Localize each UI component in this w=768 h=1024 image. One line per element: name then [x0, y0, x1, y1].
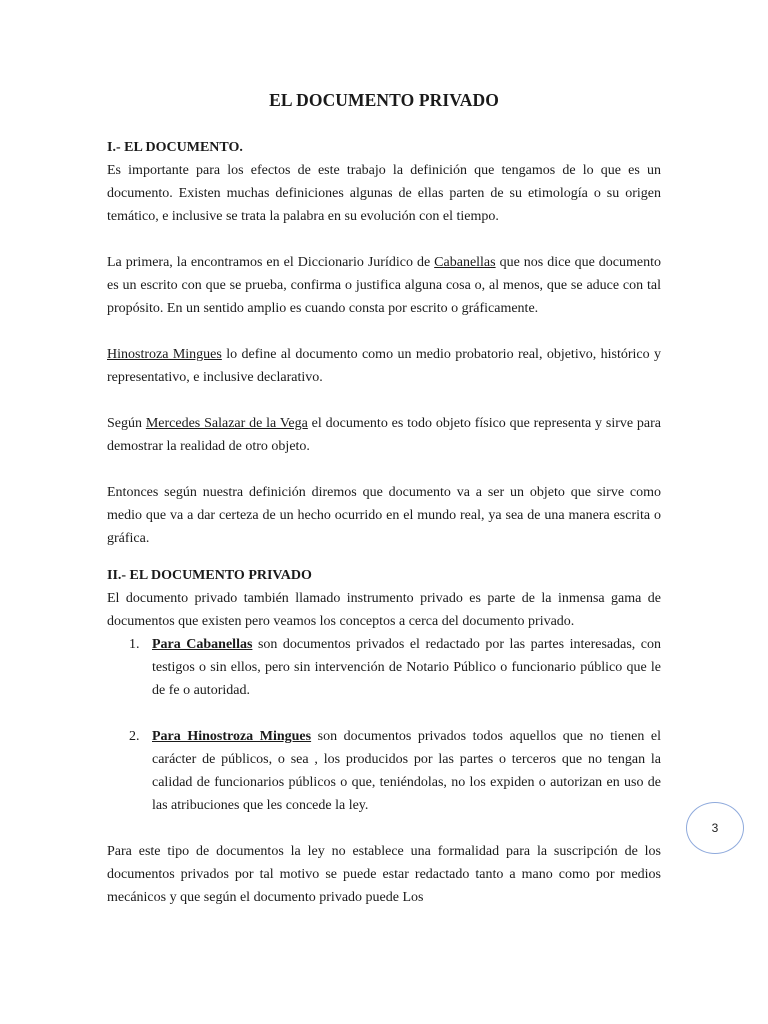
document-title: EL DOCUMENTO PRIVADO — [269, 90, 499, 110]
paragraph-salazar-before: Según — [107, 416, 146, 431]
paragraph-salazar-after: el documento es todo objeto físico que representa y sirve para demostrar la realidad de otro objeto. — [107, 416, 662, 454]
document-body — [107, 136, 661, 909]
list-item-number: 1. — [129, 637, 140, 652]
paragraph-definition: Entonces según nuestra definición diremos que documento va a ser un objeto que sirve como medio que va a dar certeza de un hecho ocurrido en el mundo real, ya sea de una manera escrita o gráfica. — [107, 485, 661, 546]
closing-paragraph: Para este tipo de documentos la ley no establece una formalidad para la suscripción de los documentos privados por tal motivo se puede estar redactado tanto a mano como por medios mecánicos y que según el documento privado puede Los — [107, 844, 661, 905]
list-item — [107, 633, 661, 702]
section-2-heading: II.- EL DOCUMENTO PRIVADO — [107, 568, 312, 583]
section-1-heading: I.- EL DOCUMENTO. — [107, 140, 243, 155]
paragraph-cabanellas — [107, 251, 661, 320]
page-number-badge: 3 — [686, 802, 744, 854]
list-item-number: 2. — [129, 729, 140, 744]
list-item-text: son documentos privados todos aquellos que no tienen el carácter de públicos, o sea , los producidos por las partes o terceros que no tengan la calidad de funcionarios públicos o que, teniéndolas, no los expiden o autorizan en uso de las atribuciones que les concede la ley. — [152, 729, 661, 813]
section-2-intro: El documento privado también llamado instrumento privado es parte de la inmensa gama de documentos que existen pero veamos los conceptos a cerca del documento privado. — [107, 591, 661, 629]
list-item-text: son documentos privados el redactado por las partes interesadas, con testigos o sin ellos, pero sin intervención de Notario Público o funcionario público que le de fe o autoridad. — [152, 637, 661, 698]
salazar-reference: Mercedes Salazar de la Vega — [145, 416, 308, 431]
list-item-lead: Para Hinostroza Mingues — [152, 729, 312, 744]
paragraph-salazar — [107, 412, 661, 458]
paragraph-hinostroza-after: lo define al documento como un medio probatorio real, objetivo, histórico y representativo, e inclusive declarativo. — [107, 347, 661, 385]
section-1-intro: Es importante para los efectos de este trabajo la definición que tengamos de lo que es un documento. Existen muchas definiciones algunas de ellas parten de su etimología o su origen temático, e inclusive se trata la palabra en su evolución con el tiempo. — [107, 163, 661, 224]
list-item — [107, 725, 661, 817]
hinostroza-reference: Hinostroza Mingues — [107, 347, 222, 362]
cabanellas-reference: Cabanellas — [434, 255, 496, 270]
paragraph-cabanellas-before: La primera, la encontramos en el Diccionario Jurídico de — [107, 255, 435, 270]
paragraph-hinostroza — [107, 343, 661, 389]
list-item-lead: Para Cabanellas — [152, 637, 253, 652]
definitions-list — [107, 633, 661, 817]
paragraph-cabanellas-after: que nos dice que documento es un escrito con que se prueba, confirma o justifica alguna cosa o, al menos, que se aduce con tal propósito. En un sentido amplio es cuando consta por escrito o gráficamente. — [107, 255, 661, 316]
